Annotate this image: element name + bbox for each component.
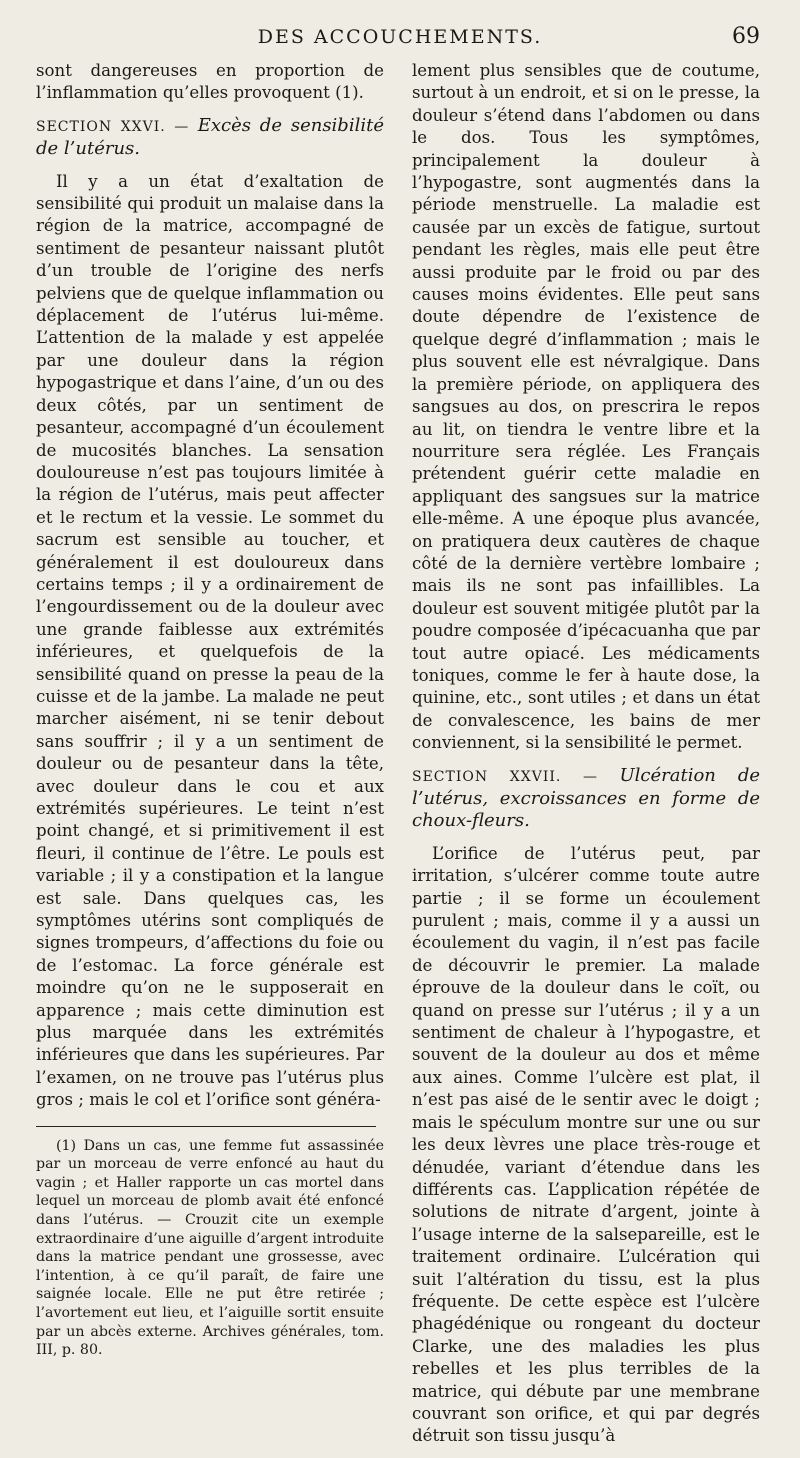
paragraph: Il y a un état d’exaltation de sensibilité qui produit un malaise dans la région de la matrice, accompagné de sentiment de pesanteur naissant plutôt d’un trouble de l’origine des nerfs pelviens que de quelque inflammation ou déplacement de l’utérus lui-même. L’attention de la malade y est appelée par une douleur dans la région hypogastrique et dans l’aine, d’un ou des deux côtés, par un sentiment de pesanteur, accompagné d’un écoulement de mucosités blanches. La sensation douloureuse n’est pas toujours limitée à la région de l’utérus, mais peut affecter et le rectum et la vessie. Le sommet du sacrum est sensible au toucher, et généralement il est douloureux dans certains temps ; il y a ordinairement de l’engourdissement ou de la douleur avec une grande faiblesse aux extrémités inférieures, et quelquefois de la sensibilité quand on presse la peau de la cuisse et de la jambe. La malade ne peut marcher aisément, ni se tenir debout sans souffrir ; il y a un sentiment de douleur ou de pesanteur dans la tête, avec douleur dans le cou et aux extrémités supérieures. Le teint n’est point changé, et si primitivement il est fleuri, il continue de l’être. Le pouls est variable ; il y a constipation et la langue est sale. Dans quelques cas, les symptômes utérins sont compliqués de signes trompeurs, d’affections du foie ou de l’estomac. La force générale est moindre qu’on ne le supposerait en apparence ; mais cette diminution est plus marquée dans les extrémités inférieures que dans les supérieures. Par l’examen, on ne trouve pas l’utérus plus gros ; mais le col et l’orifice sont généra- bbox=[36, 171, 384, 1110]
footnote: (1) Dans un cas, une femme fut assassinée par un morceau de verre enfoncé au haut du vagin ; et Haller rapporte un cas mortel dans lequel un morceau de plomb avait été enfoncé dans l’utérus. — Crouzit cite un exemple extraordinaire d’une aiguille d’argent introduite dans la matrice pendant une grossesse, avec l’intention, à ce qu’il paraît, de faire une saignée locale. Elle ne put être retirée ; l’avortement eut lieu, et l’aiguille sortit ensuite par un abcès externe. Archives générales, tom. III, p. 80. bbox=[36, 1137, 384, 1359]
paragraph: lement plus sensibles que de coutume, surtout à un endroit, et si on le presse, la douleur s’étend dans l’abdomen ou dans le dos. Tous les symptômes, principalement la douleur à l’hypogastre, sont augmentés dans la période menstruelle. La maladie est causée par un excès de fatigue, surtout pendant les règles, mais elle peut être aussi produite par le froid ou par des causes moins évidentes. Elle peut sans doute dépendre de l’existence de quelque degré d’inflammation ; mais le plus souvent elle est névralgique. Dans la première période, on appliquera des sangsues au dos, on prescrira le repos au lit, on tiendra le ventre libre et la nourriture sera réglée. Les Français prétendent guérir cette maladie en appliquant des sangsues sur la matrice elle-même. A une époque plus avancée, on pratiquera deux cautères de chaque côté de la dernière vertèbre lombaire ; mais ils ne sont pas infaillibles. La douleur est souvent mitigée plutôt par la poudre composée d’ipécacuanha que par tout autre opiacé. Les médicaments toniques, comme le fer à haute dose, la quinine, etc., sont utiles ; et dans un état de convalescence, les bains de mer conviennent, si la sensibilité le permet. bbox=[412, 61, 761, 753]
page-header bbox=[36, 26, 764, 58]
paragraph: sont dangereuses en proportion de l’inflammation qu’elles provoquent (1). bbox=[36, 61, 384, 103]
paragraph: L’orifice de l’utérus peut, par irritation, s’ulcérer comme toute autre partie ; il se forme un écoulement purulent ; mais, comme il y a aussi un écoulement du vagin, il n’est pas facile de découvrir le premier. La malade éprouve de la douleur dans le coït, ou quand on presse sur l’utérus ; il y a un sentiment de chaleur à l’hypogastre, et souvent de la douleur au dos et même aux aines. Comme l’ulcère est plat, il n’est pas aisé de le sentir avec le doigt ; mais le spéculum montre sur une ou sur les deux lèvres une place très-rouge et dénudée, variant d’étendue dans les différents cas. L’application répétée de solutions de nitrate d’argent, jointe à l’usage interne de la salsepareille, est le traitement ordinaire. L’ulcération qui suit l’altération du tissu, est la plus fréquente. De cette espèce est l’ulcère phagédénique ou rongeant du docteur Clarke, une des maladies les plus rebelles et les plus terribles de la matrice, qui débute par une membrane couvrant son orifice, et qui par degrés détruit son tissu jusqu’à bbox=[412, 843, 760, 1446]
section-title: Ulcération de l’utérus, excroissances en forme de choux-fleurs. bbox=[412, 764, 761, 832]
section-title: Excès de sensibilité de l’utérus. bbox=[36, 114, 384, 160]
section-label: SECTION XXVII. — bbox=[412, 768, 598, 785]
section-label: SECTION XXVI. — bbox=[36, 118, 190, 135]
right-column bbox=[412, 60, 760, 1458]
left-column bbox=[36, 60, 384, 1370]
section-heading-27 bbox=[412, 765, 760, 833]
section-heading-26 bbox=[36, 115, 384, 161]
footnote-divider bbox=[36, 1126, 376, 1127]
page-number: 69 bbox=[732, 24, 760, 49]
running-title: DES ACCOUCHEMENTS. bbox=[257, 26, 543, 48]
